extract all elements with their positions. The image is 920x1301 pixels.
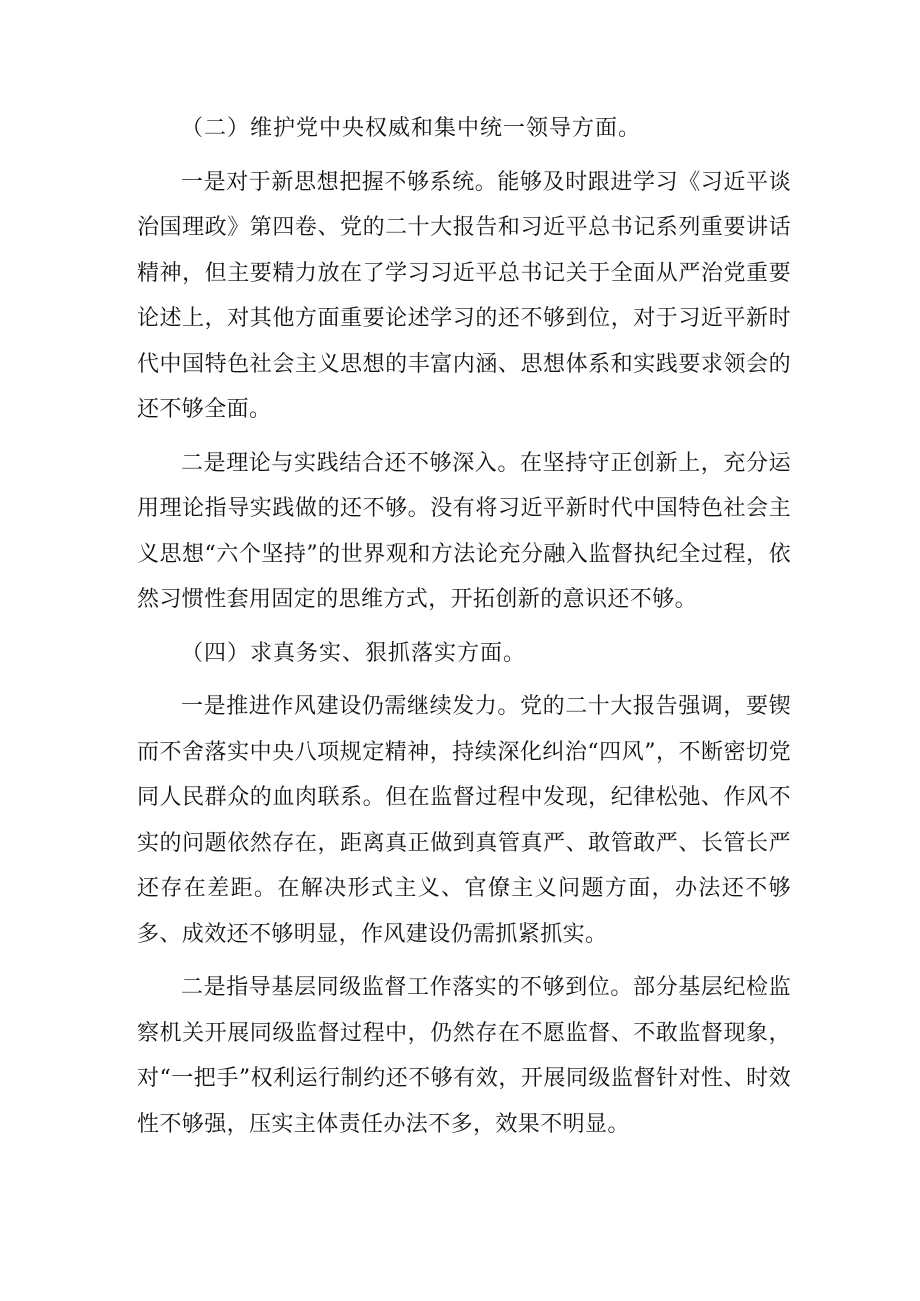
section-heading-four: （四）求真务实、狠抓落实方面。 xyxy=(181,640,527,666)
paragraph-new-thought: 一是对于新思想把握不够系统。能够及时跟进学习《习近平谈治国理政》第四卷、党的二十大报告和习近平总书记系列重要讲话精神，但主要精力放在了学习习近平总书记关于全面从严治党重要论述上，对其他方面重要论述学习的还不够到位，对于习近平新时代中国特色社会主义思想的丰富内涵、思想体系和实践要求领会的还不够全面。 xyxy=(137,169,791,422)
paragraph-grassroots-supervision: 二是指导基层同级监督工作落实的不够到位。部分基层纪检监察机关开展同级监督过程中，仍然存在不愿监督、不敢监督现象，对“一把手”权利运行制约还不够有效，开展同级监督针对性、时效性不够强，压实主体责任办法不多，效果不明显。 xyxy=(137,975,791,1137)
document-body xyxy=(137,106,791,1147)
paragraph-work-style: 一是推进作风建设仍需继续发力。党的二十大报告强调，要锲而不舍落实中央八项规定精神，持续深化纠治“四风”，不断密切党同人民群众的血肉联系。但在监督过程中发现，纪律松弛、作风不实的问题依然存在，距离真正做到真管真严、敢管敢严、长管长严还存在差距。在解决形式主义、官僚主义问题方面，办法还不够多、成效还不够明显，作风建设仍需抓紧抓实。 xyxy=(137,694,791,947)
paragraph-theory-practice: 二是理论与实践结合还不够深入。在坚持守正创新上，充分运用理论指导实践做的还不够。没有将习近平新时代中国特色社会主义思想“六个坚持”的世界观和方法论充分融入监督执纪全过程，依然习惯性套用固定的思维方式，开拓创新的意识还不够。 xyxy=(137,450,791,612)
section-heading-two: （二）维护党中央权威和集中统一领导方面。 xyxy=(181,116,642,141)
